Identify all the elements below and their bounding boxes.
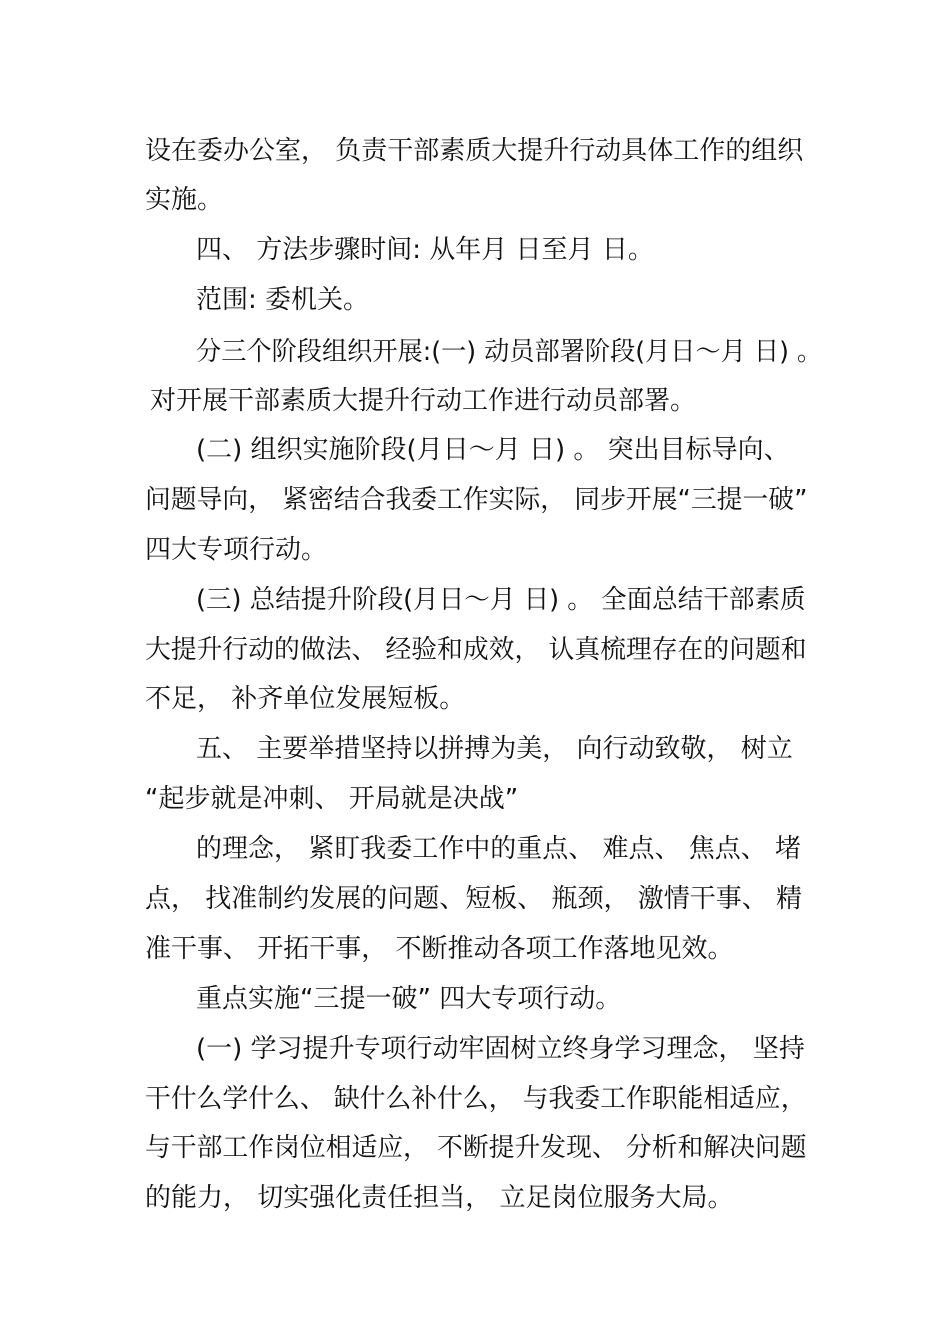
text-line-18: 重点实施“三提一破” 四大专项行动。 bbox=[196, 984, 622, 1014]
text-line-5: 分三个阶段组织开展:(一) 动员部署阶段(月日～月 日) 。 bbox=[196, 337, 823, 367]
text-line-2: 实施。 bbox=[145, 185, 224, 215]
text-line-21: 与干部工作岗位相适应， 不断提升发现、 分析和解决问题 bbox=[145, 1133, 807, 1163]
text-line-20: 干什么学什么、 缺什么补什么， 与我委工作职能相适应， bbox=[145, 1084, 807, 1114]
text-line-14: “起步就是冲刺、 开局就是决战” bbox=[145, 784, 519, 814]
text-line-22: 的能力， 切实强化责任担当， 立足岗位服务大局。 bbox=[145, 1183, 734, 1213]
text-line-3: 四、 方法步骤时间: 从年月 日至月 日。 bbox=[196, 235, 654, 265]
text-line-17: 准干事、 开拓干事， 不断推动各项工作落地见效。 bbox=[145, 934, 734, 964]
text-line-9: 四大专项行动。 bbox=[145, 535, 328, 565]
text-line-10: (三) 总结提升阶段(月日～月 日) 。 全面总结干部素质 bbox=[196, 585, 806, 615]
text-line-13: 五、 主要举措坚持以拼搏为美， 向行动致敬， 树立 bbox=[196, 734, 793, 764]
text-line-1: 设在委办公室， 负责干部素质大提升行动具体工作的组织 bbox=[145, 136, 804, 166]
text-line-4: 范围: 委机关。 bbox=[196, 285, 370, 315]
text-line-8: 问题导向， 紧密结合我委工作实际， 同步开展“三提一破” bbox=[145, 485, 808, 515]
text-line-16: 点， 找准制约发展的问题、短板、 瓶颈， 激情干事、 精 bbox=[145, 884, 803, 914]
text-line-15: 的理念， 紧盯我委工作中的重点、 难点、 焦点、 堵 bbox=[196, 834, 802, 864]
text-line-12: 不足， 补齐单位发展短板。 bbox=[145, 684, 466, 714]
text-line-11: 大提升行动的做法、 经验和成效， 认真梳理存在的问题和 bbox=[145, 635, 807, 665]
text-line-6: 对开展干部素质大提升行动工作进行动员部署。 bbox=[150, 386, 697, 416]
text-line-19: (一) 学习提升专项行动牢固树立终身学习理念， 坚持 bbox=[196, 1034, 805, 1064]
text-line-7: (二) 组织实施阶段(月日～月 日) 。 突出目标导向、 bbox=[196, 435, 790, 465]
